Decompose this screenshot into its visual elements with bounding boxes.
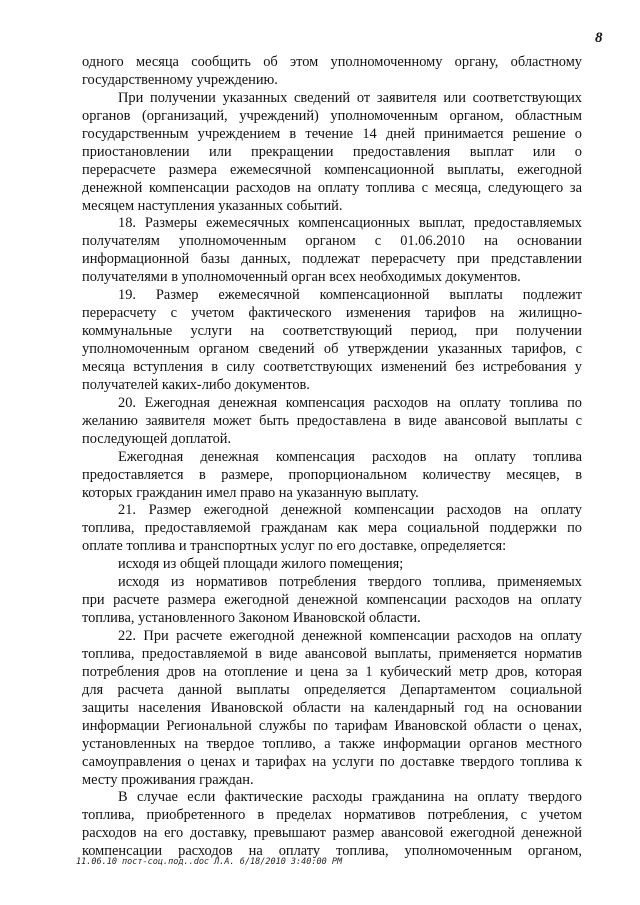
text-line: получателями в уполномоченный орган всех необходимых документов. (82, 269, 521, 286)
text-line: оплате топлива и транспортных услуг по его доставке, определяется: (82, 538, 507, 555)
text-line: исходя из общей площади жилого помещения; (118, 556, 404, 573)
text-line: при расчете размера ежегодной денежной компенсации расходов на оплату (82, 592, 582, 609)
text-line: приостановлении или прекращении предоставления выплат или о (82, 143, 582, 160)
text-line: последующей доплатой. (82, 430, 232, 447)
text-line: топлива, приобретенного в пределах нормативов потребления, с учетом (82, 807, 582, 824)
text-line: При получении указанных сведений от заявителя или соответствующих (118, 89, 582, 106)
text-line: государственным учреждением в течение 14 дней принимается решение о (82, 125, 582, 142)
text-line: информационной базы данных, подлежат перерасчету при представлении (82, 251, 582, 268)
text-line: В случае если фактические расходы гражданина на оплату твердого (118, 789, 582, 806)
text-line: потребления дров на отопление и цена за 1 кубический метр дров, которая (82, 663, 582, 680)
text-line: месту проживания граждан. (82, 771, 254, 788)
text-line: получателям уполномоченным органом с 01.06.2010 на основании (82, 233, 582, 250)
text-line: 20. Ежегодная денежная компенсация расходов на оплату топлива по (118, 394, 582, 411)
text-line: которых гражданин имел право на указанную выплату. (82, 484, 419, 501)
document-body (82, 54, 582, 861)
footer-file-info: 11.06.10 пост-соц.под..doc Л.А. 6/18/2010 3:40:00 PM (76, 857, 343, 867)
text-line: получателей каких-либо документов. (82, 376, 310, 393)
text-line: денежной компенсации расходов на оплату топлива с месяца, следующего за (82, 179, 582, 196)
page-number: 8 (595, 30, 603, 46)
text-line: Ежегодная денежная компенсация расходов на оплату топлива (118, 448, 582, 465)
text-line: защиты населения Ивановской области на календарный год на основании (82, 699, 582, 716)
text-line: информации Региональной службы по тарифам Ивановской области о ценах, (82, 717, 582, 734)
text-line: одного месяца сообщить об этом уполномоченному органу, областному (82, 54, 582, 70)
text-line: компенсации расходов на оплату топлива, уполномоченным органом, (82, 843, 582, 860)
text-line: 18. Размеры ежемесячных компенсационных выплат, предоставляемых (118, 215, 582, 232)
text-line: желанию заявителя может быть предоставлена в виде авансовой выплаты с (82, 412, 582, 429)
text-line: коммунальные услуги на соответствующий период, при получении (82, 323, 582, 340)
text-line: топлива, установленного Законом Ивановской области. (82, 610, 421, 627)
text-line: топлива, предоставляемой гражданам как мера социальной поддержки по (82, 520, 582, 537)
text-line: самоуправления о ценах и тарифах на услуги по доставке твердого топлива к (82, 753, 582, 770)
text-line: месяца вступления в силу соответствующих изменений без истребования у (82, 358, 582, 375)
text-line: органов (организаций, учреждений) уполномоченным органом, областным (82, 107, 582, 124)
text-line: месяцем наступления указанных событий. (82, 197, 343, 214)
text-line: топлива, предоставляемой в виде авансовой выплаты, применяется норматив (82, 645, 582, 662)
text-line: расходов на его доставку, превышают размер авансовой ежегодной денежной (82, 825, 582, 842)
text-line: уполномоченным органом сведений об утверждении указанных тарифов, с (82, 341, 582, 357)
text-line: исходя из нормативов потребления твердого топлива, применяемых (118, 574, 582, 591)
text-line: 19. Размер ежемесячной компенсационной выплаты подлежит (118, 287, 582, 304)
text-line: 21. Размер ежегодной денежной компенсации расходов на оплату (118, 502, 582, 519)
text-line: 22. При расчете ежегодной денежной компенсации расходов на оплату (118, 628, 582, 644)
text-line: государственному учреждению. (82, 71, 278, 88)
text-line: перерасчету с учетом фактического изменения тарифов на жилищно- (82, 305, 582, 322)
text-line: установленных на твердое топливо, а также информации органов местного (82, 735, 582, 752)
text-line: предоставляется в размере, пропорциональном количеству месяцев, в (82, 466, 582, 483)
text-line: перерасчете размера ежемесячной компенсационной выплаты, ежегодной (82, 161, 582, 178)
text-line: для расчета данной выплаты определяется Департаментом социальной (82, 681, 582, 698)
